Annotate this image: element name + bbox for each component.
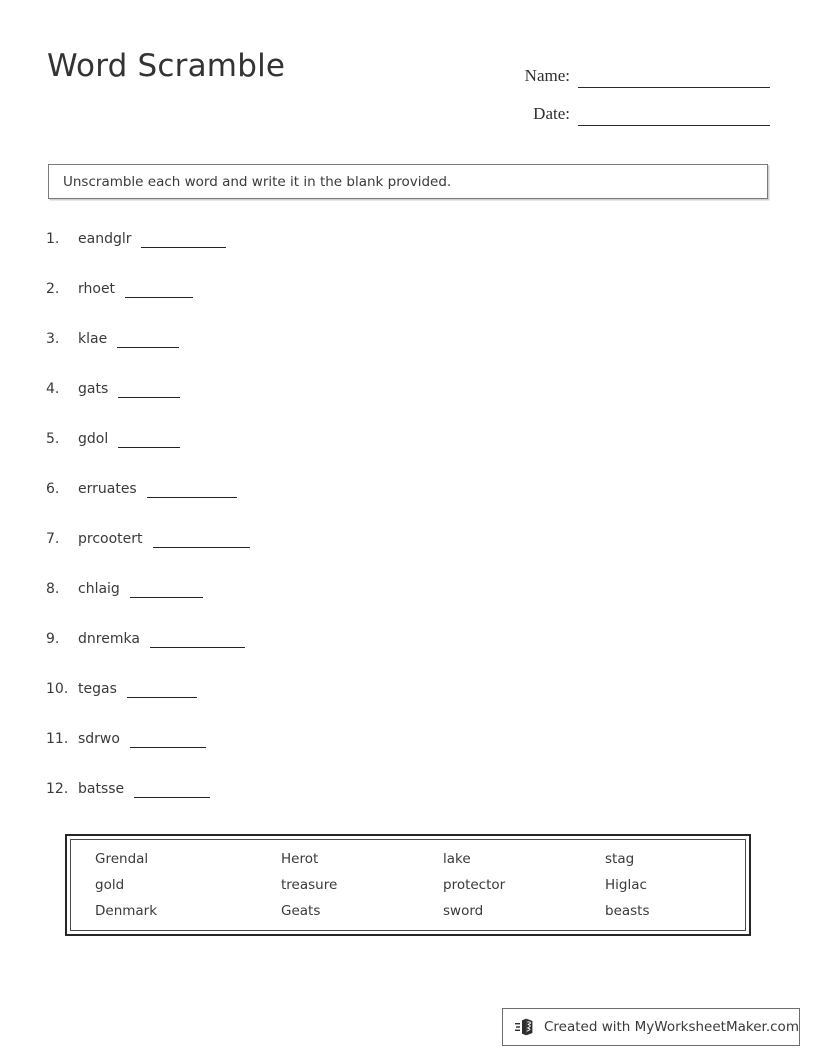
date-row	[480, 88, 770, 126]
scramble-item-answer-blank[interactable]	[147, 481, 237, 498]
scramble-item-word: rhoet	[78, 281, 116, 297]
scramble-item-number: 6.	[46, 481, 60, 497]
scramble-item	[46, 481, 466, 531]
instruction-box	[48, 164, 768, 199]
name-label: Name:	[524, 66, 570, 85]
word-bank-row	[71, 846, 745, 872]
word-bank-word: stag	[605, 851, 635, 867]
word-bank-word: Denmark	[95, 903, 158, 919]
scramble-item-answer-blank[interactable]	[141, 231, 226, 248]
scramble-item-number: 7.	[46, 531, 60, 547]
word-bank-box	[65, 834, 751, 936]
word-bank-word: lake	[443, 851, 471, 867]
name-date-block	[480, 50, 770, 126]
scramble-item-number: 2.	[46, 281, 60, 297]
scramble-item	[46, 281, 466, 331]
name-input-line[interactable]	[578, 67, 770, 88]
word-bank-word: sword	[443, 903, 484, 919]
scramble-item	[46, 781, 466, 831]
word-bank-row	[71, 898, 745, 924]
scramble-item-word: gdol	[78, 431, 109, 447]
scramble-item-word: chlaig	[78, 581, 120, 597]
scramble-item-number: 5.	[46, 431, 60, 447]
scramble-item-answer-blank[interactable]	[130, 731, 206, 748]
scramble-item-answer-blank[interactable]	[118, 381, 180, 398]
scramble-item-word: sdrwo	[78, 731, 120, 747]
scramble-item-word: eandglr	[78, 231, 132, 247]
word-bank-word: Geats	[281, 903, 321, 919]
scramble-item-answer-blank[interactable]	[125, 281, 193, 298]
scramble-item-answer-blank[interactable]	[130, 581, 203, 598]
scramble-word-list	[46, 231, 466, 831]
scramble-item-word: dnremka	[78, 631, 140, 647]
scramble-item-answer-blank[interactable]	[117, 331, 179, 348]
scramble-item	[46, 631, 466, 681]
scramble-item-word: klae	[78, 331, 108, 347]
scramble-item	[46, 581, 466, 631]
word-bank-word: gold	[95, 877, 125, 893]
scramble-item-number: 8.	[46, 581, 60, 597]
page-title: Word Scramble	[47, 48, 286, 84]
scramble-item-number: 11.	[46, 731, 69, 747]
scramble-item-answer-blank[interactable]	[134, 781, 210, 798]
scramble-item	[46, 331, 466, 381]
scramble-item-word: erruates	[78, 481, 137, 497]
word-bank-word: Herot	[281, 851, 319, 867]
scramble-item	[46, 531, 466, 581]
word-bank-grid	[70, 839, 746, 931]
scramble-item-number: 10.	[46, 681, 69, 697]
scramble-item-number: 12.	[46, 781, 69, 797]
worksheet-maker-logo-icon	[515, 1016, 537, 1038]
scramble-item	[46, 381, 466, 431]
scramble-item-answer-blank[interactable]	[127, 681, 197, 698]
footer-badge[interactable]	[502, 1008, 800, 1046]
scramble-item	[46, 431, 466, 481]
scramble-item-number: 4.	[46, 381, 60, 397]
word-bank-word: Grendal	[95, 851, 149, 867]
scramble-item-number: 3.	[46, 331, 60, 347]
word-bank-word: treasure	[281, 877, 338, 893]
scramble-item-answer-blank[interactable]	[153, 531, 250, 548]
date-input-line[interactable]	[578, 105, 770, 126]
scramble-item-number: 9.	[46, 631, 60, 647]
word-bank-word: Higlac	[605, 877, 647, 893]
scramble-item-word: batsse	[78, 781, 125, 797]
scramble-item-answer-blank[interactable]	[150, 631, 245, 648]
footer-badge-text: Created with MyWorksheetMaker.com	[544, 1019, 799, 1035]
scramble-item	[46, 731, 466, 781]
date-label: Date:	[533, 104, 570, 123]
scramble-item-number: 1.	[46, 231, 60, 247]
scramble-item-word: tegas	[78, 681, 117, 697]
scramble-item-word: gats	[78, 381, 109, 397]
word-bank-row	[71, 872, 745, 898]
scramble-item	[46, 231, 466, 281]
word-bank-word: protector	[443, 877, 506, 893]
name-row	[480, 50, 770, 88]
scramble-item	[46, 681, 466, 731]
word-bank-word: beasts	[605, 903, 650, 919]
scramble-item-word: prcootert	[78, 531, 143, 547]
scramble-item-answer-blank[interactable]	[118, 431, 180, 448]
instruction-text: Unscramble each word and write it in the blank provided.	[63, 173, 452, 190]
